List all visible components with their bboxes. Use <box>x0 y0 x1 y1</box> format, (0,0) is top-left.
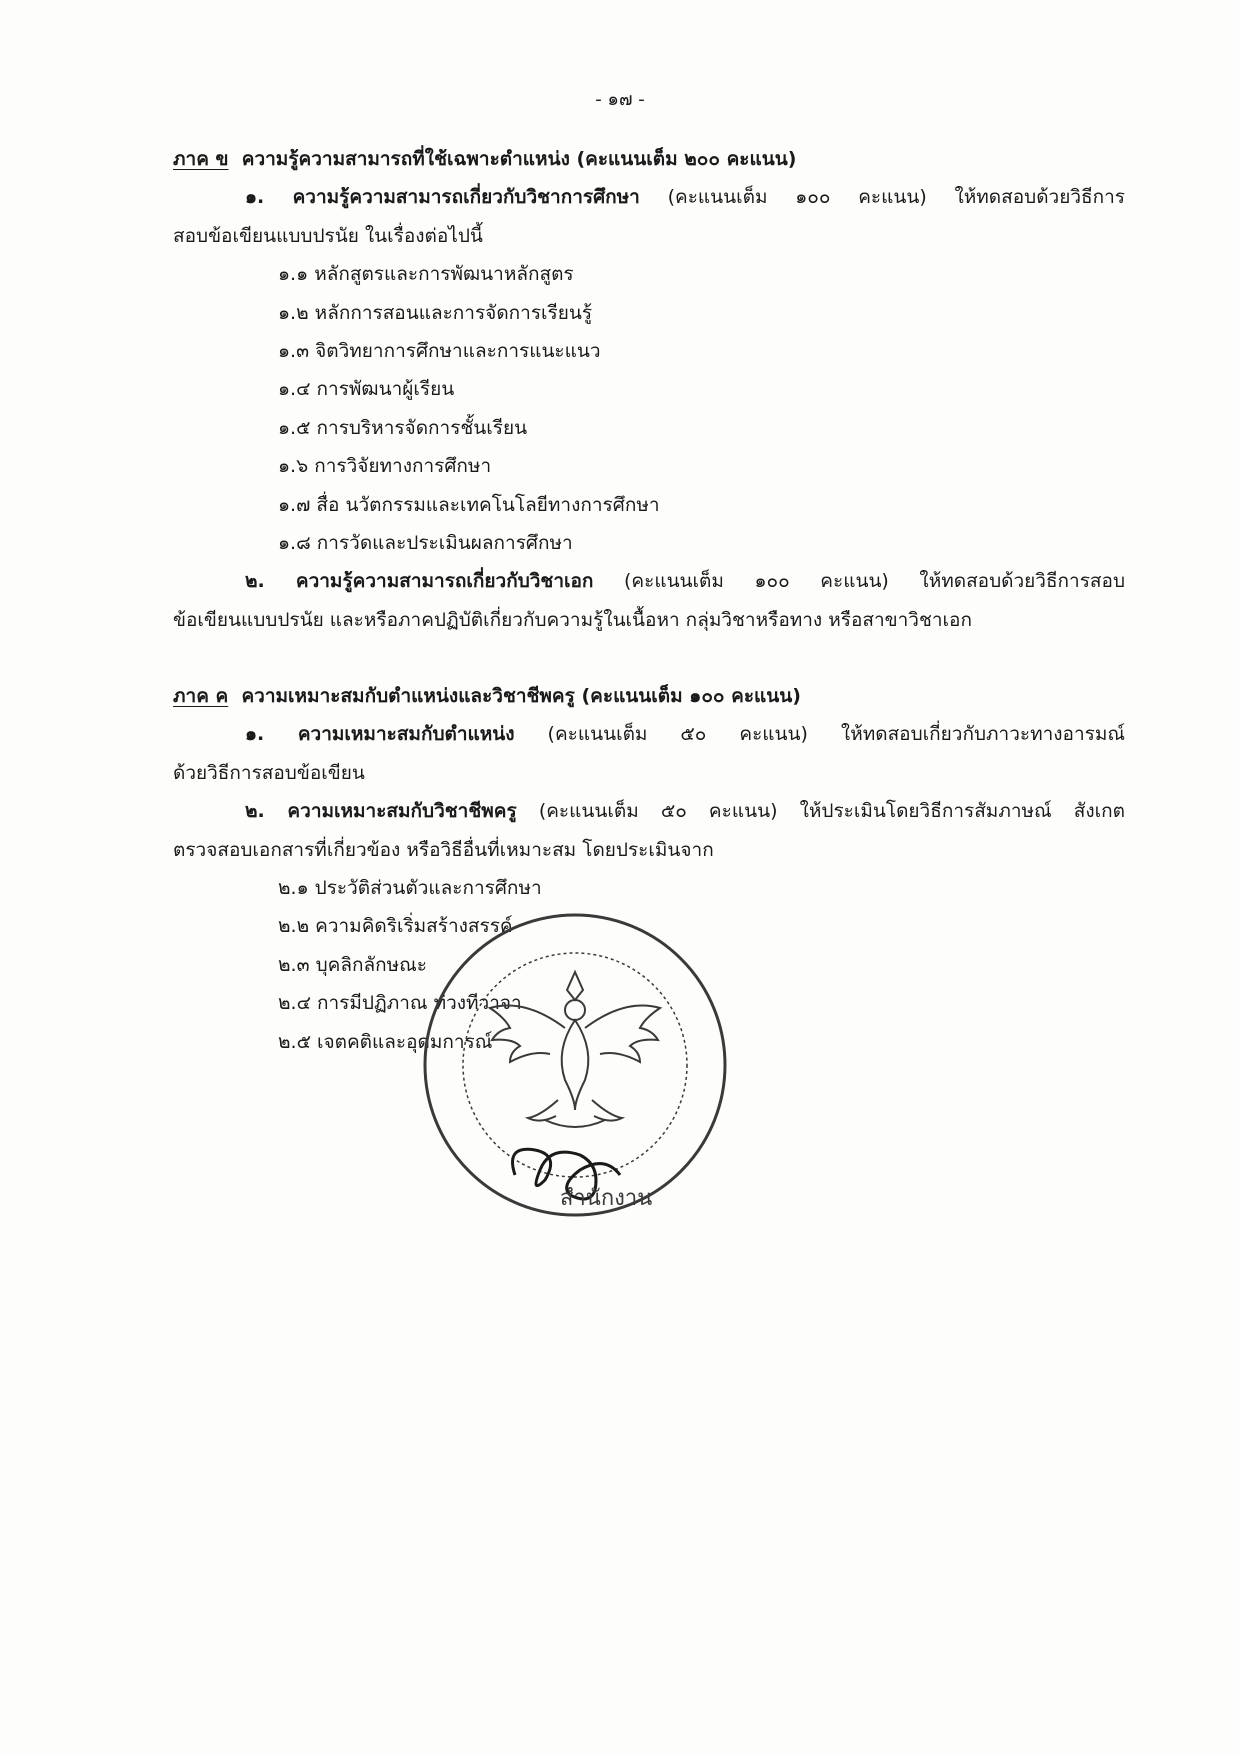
garuda-emblem-icon <box>490 972 660 1127</box>
section-b-subitem: ๑.๔ การพัฒนาผู้เรียน <box>278 378 455 401</box>
section-c-item2-line2: ตรวจสอบเอกสารที่เกี่ยวข้อง หรือวิธีอื่นที่เหมาะสม โดยประเมินจาก <box>173 838 714 861</box>
section-c-label: ภาค ค <box>173 685 229 708</box>
section-b-subitem: ๑.๒ หลักการสอนและการจัดการเรียนรู้ <box>278 301 593 324</box>
seal-outer-ring <box>425 915 725 1215</box>
section-b-item2-text1: (คะแนนเต็ม ๑๐๐ คะแนน) ให้ทดสอบด้วยวิธีการสอบ <box>624 570 1126 593</box>
section-b-label: ภาค ข <box>173 148 229 170</box>
section-c-subitem: ๒.๕ เจตคติและอุดมการณ์ <box>278 1030 493 1053</box>
seal-text: สำนักงาน <box>560 1186 653 1211</box>
section-gap <box>173 639 1125 677</box>
section-c-item2-text1: (คะแนนเต็ม ๕๐ คะแนน) ให้ประเมินโดยวิธีการสัมภาษณ์ สังเกต <box>538 800 1125 823</box>
section-c-item1-line2: ด้วยวิธีการสอบข้อเขียน <box>173 761 365 784</box>
section-c-item1-heading: ๑. ความเหมาะสมกับตำแหน่ง <box>245 723 515 746</box>
page-number: - ๑๗ - <box>595 89 645 110</box>
section-b-item1-line1 <box>173 178 1125 216</box>
section-b-item2-heading: ๒. ความรู้ความสามารถเกี่ยวกับวิชาเอก <box>245 570 594 593</box>
seal-inner-ring <box>463 953 687 1177</box>
section-b-item2-line2: ข้อเขียนแบบปรนัย และหรือภาคปฏิบัติเกี่ยวกับความรู้ในเนื้อหา กลุ่มวิชาหรือทาง หรือสาขาวิชาเอก <box>173 608 972 631</box>
section-b-subitem: ๑.๘ การวัดและประเมินผลการศึกษา <box>278 531 573 554</box>
section-c-title: ความเหมาะสมกับตำแหน่งและวิชาชีพครู (คะแนนเต็ม ๑๐๐ คะแนน) <box>241 685 801 708</box>
section-b-item1-heading: ๑. ความรู้ความสามารถเกี่ยวกับวิชาการศึกษา <box>245 186 640 209</box>
section-b-item1-line2: สอบข้อเขียนแบบปรนัย ในเรื่องต่อไปนี้ <box>173 224 483 247</box>
section-b-heading <box>173 140 1125 178</box>
section-b-subitem: ๑.๓ จิตวิทยาการศึกษาและการแนะแนว <box>278 339 601 362</box>
section-c-item1-text1: (คะแนนเต็ม ๕๐ คะแนน) ให้ทดสอบเกี่ยวกับภาวะทางอารมณ์ <box>547 723 1125 746</box>
section-b-item2-line1 <box>173 562 1125 600</box>
section-c-subitem: ๒.๒ ความคิดริเริ่มสร้างสรรค์ <box>278 915 513 938</box>
section-c-subitem: ๒.๓ บุคลิกลักษณะ <box>278 953 428 976</box>
section-c-item1-line1 <box>173 715 1125 753</box>
official-seal-stamp <box>420 910 730 1220</box>
section-c-item2-line1 <box>173 792 1125 830</box>
section-c-heading <box>173 677 1125 715</box>
section-b-title: ความรู้ความสามารถที่ใช้เฉพาะตำแหน่ง (คะแนนเต็ม ๒๐๐ คะแนน) <box>241 148 797 170</box>
section-b-subitem: ๑.๖ การวิจัยทางการศึกษา <box>278 455 492 478</box>
section-b-item1-text1: (คะแนนเต็ม ๑๐๐ คะแนน) ให้ทดสอบด้วยวิธีการ <box>667 186 1125 209</box>
section-b-subitem: ๑.๕ การบริหารจัดการชั้นเรียน <box>278 416 528 439</box>
section-c-item2-heading: ๒. ความเหมาะสมกับวิชาชีพครู <box>245 800 517 823</box>
section-b-subitem: ๑.๑ หลักสูตรและการพัฒนาหลักสูตร <box>278 263 574 286</box>
section-c-subitem: ๒.๔ การมีปฏิภาณ ท่วงทีวาจา <box>278 992 522 1015</box>
section-b-subitem: ๑.๗ สื่อ นวัตกรรมและเทคโนโลยีทางการศึกษา <box>278 493 660 516</box>
section-c-subitem: ๒.๑ ประวัติส่วนตัวและการศึกษา <box>278 877 542 900</box>
